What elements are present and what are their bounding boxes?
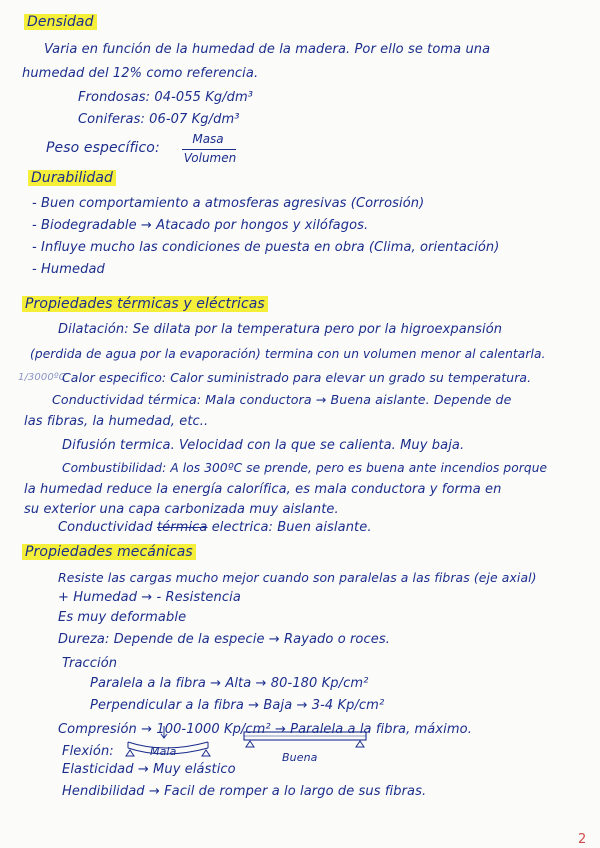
mecanicas-traccion: Tracción [62, 656, 118, 671]
combustibilidad-line3: su exterior una capa carbonizada muy aislante. [24, 502, 339, 517]
durabilidad-item: - Humedad [32, 262, 105, 277]
traccion-paralela: Paralela a la fibra → Alta → 80-180 Kp/cm² [90, 676, 369, 691]
densidad-line2: humedad del 12% como referencia. [22, 66, 259, 81]
traccion-perpendicular: Perpendicular a la fibra → Baja → 3-4 Kp/cm² [90, 698, 385, 713]
difusion-termica: Difusión termica. Velocidad con la que se calienta. Muy baja. [62, 438, 465, 453]
densidad-line1: Varia en función de la humedad de la madera. Por ello se toma una [44, 42, 491, 57]
mecanicas-dureza: Dureza: Depende de la especie → Rayado o roces. [58, 632, 390, 647]
flexion-buena-label: Buena [282, 751, 318, 764]
conductividad-line1: Conductividad térmica: Mala conductora → Buena aislante. Depende de [52, 392, 512, 407]
durabilidad-item: - Biodegradable → Atacado por hongos y xilófagos. [32, 218, 369, 233]
durabilidad-heading: Durabilidad [28, 170, 116, 187]
termicas-heading: Propiedades térmicas y eléctricas [22, 296, 268, 313]
mecanicas-hendibilidad: Hendibilidad → Facil de romper a lo largo de sus fibras. [62, 784, 427, 799]
margin-note: 1/3000ºC [18, 372, 66, 383]
fraction-masa: Masa [192, 132, 224, 146]
densidad-coniferas: Coniferas: 06-07 Kg/dm³ [78, 112, 240, 127]
mecanicas-flexion: Flexión: [62, 744, 114, 759]
mecanicas-compresion: Compresión → 100-1000 Kp/cm² → Paralela a la fibra, máximo. [58, 722, 472, 737]
mecanicas-deformable: Es muy deformable [58, 610, 187, 625]
mecanicas-heading: Propiedades mecánicas [22, 544, 196, 561]
mecanicas-humedad: + Humedad → - Resistencia [58, 590, 241, 605]
dilatacion-line2: (perdida de agua por la evaporación) termina con un volumen menor al calentarla. [30, 347, 546, 361]
durabilidad-item: - Buen comportamiento a atmosferas agresivas (Corrosión) [32, 196, 425, 211]
densidad-frondosas: Frondosas: 04-055 Kg/dm³ [78, 90, 254, 105]
page-number: 2 [578, 832, 587, 847]
mecanicas-elasticidad: Elasticidad → Muy elástico [62, 762, 236, 777]
fraction-bar [182, 149, 236, 150]
peso-especifico-label: Peso específico: [46, 140, 160, 156]
combustibilidad-line1: Combustibilidad: A los 300ºC se prende, pero es buena ante incendios porque [62, 461, 548, 475]
conductividad-electrica: Conductividad térmica electrica: Buen aislante. [58, 520, 372, 535]
calor-especifico: Calor especifico: Calor suministrado para elevar un grado su temperatura. [62, 370, 532, 385]
conductividad-line2: las fibras, la humedad, etc.. [24, 414, 209, 429]
flexion-mala-label: Mala [150, 745, 177, 758]
dilatacion-line1: Dilatación: Se dilata por la temperatura pero por la higroexpansión [58, 322, 503, 337]
mecanicas-resiste: Resiste las cargas mucho mejor cuando son paralelas a las fibras (eje axial) [58, 570, 537, 585]
struck-word: térmica [156, 520, 208, 535]
fraction-volumen: Volumen [183, 151, 237, 165]
combustibilidad-line2: la humedad reduce la energía calorífica, es mala conductora y forma en [24, 482, 502, 497]
durabilidad-item: - Influye mucho las condiciones de puesta en obra (Clima, orientación) [32, 240, 500, 255]
densidad-heading: Densidad [24, 14, 97, 31]
